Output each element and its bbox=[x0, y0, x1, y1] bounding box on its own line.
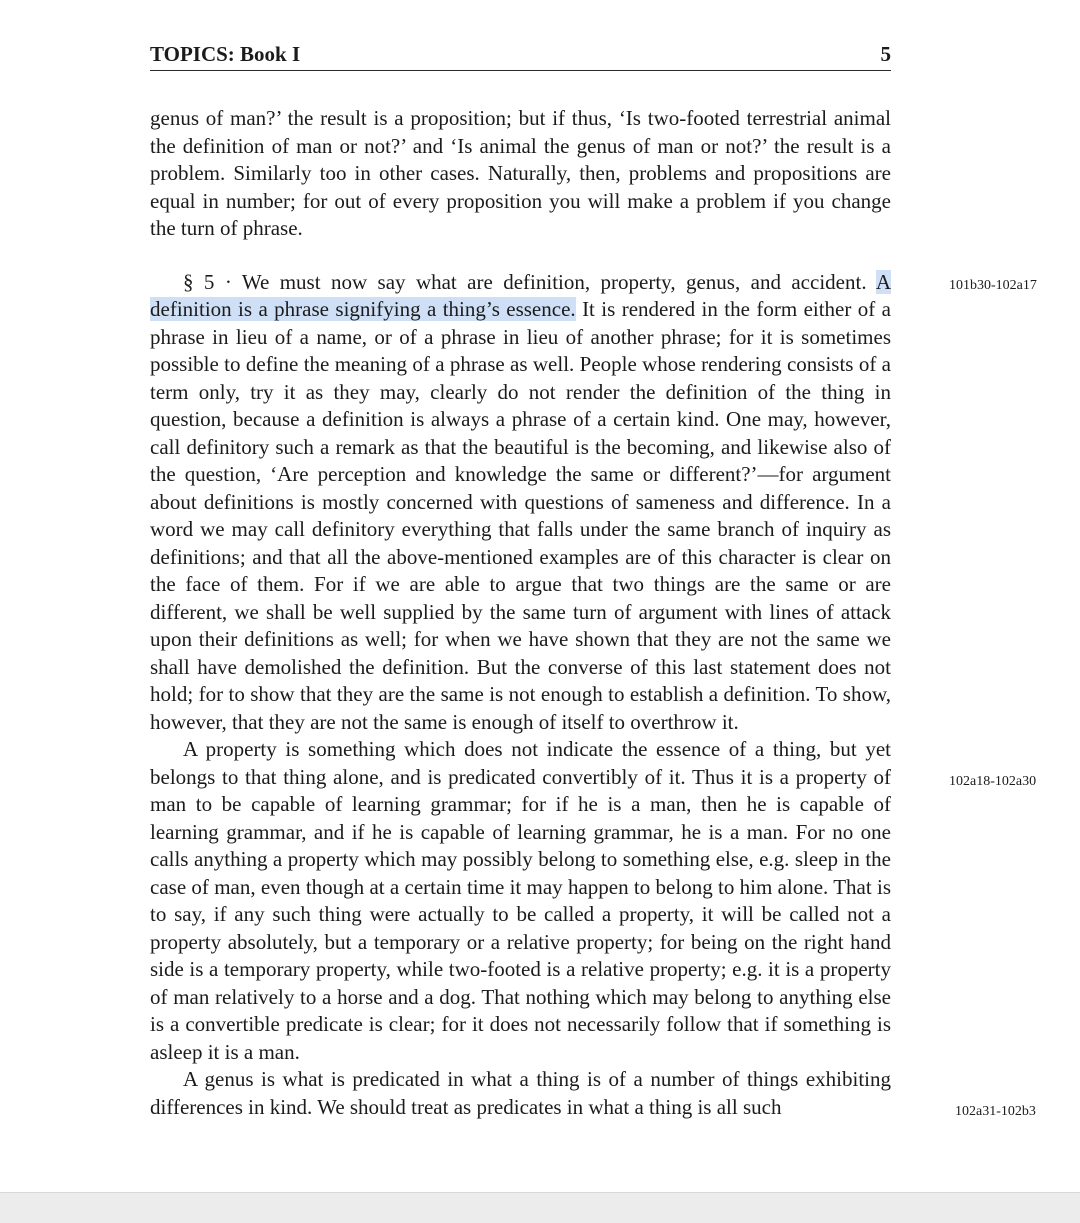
paragraph-property: A property is something which does not indicate the essence of a thing, but yet belongs to that thing alone, and is predicated convertibly of it. Thus it is a property of man to be capable of learning grammar; for if he is a man, then he is capable of learning grammar, and if he is capable of learning grammar, he is a man. For no one calls anything a property which may possibly belong to something else, e.g. sleep in the case of man, even though at a certain time it may happen to belong to him alone. That is to say, if any such thing were actually to be called a property, it will be called not a property absolutely, but a temporary or a relative property; for being on the right hand side is a temporary property, while two-footed is a relative property; e.g. it is a property of man relatively to a horse and a dog. That nothing which may belong to anything else is a convertible predicate is clear; for it does not necessarily follow that if something is asleep it is a man. bbox=[150, 737, 891, 1064]
paragraph-text: It is rendered in the form either of a phrase in lieu of a name, or of a phrase in lieu of another phrase; for it is sometimes possible to define the meaning of a phrase as well. People whose rendering consists of a term only, try it as they may, clearly do not render the definition of the thing in question, because a definition is always a phrase of a certain kind. One may, however, call definitory such a remark as that the beautiful is the becoming, and likewise also of the question, ‘Are perception and knowledge the same or different?’—for argument about definitions is mostly concerned with questions of sameness and difference. In a word we may call definitory everything that falls under the same branch of inquiry as definitions; and that all the above-mentioned examples are of this character is clear on the face of them. For if we are able to argue that two things are the same or are different, we shall be well supplied by the same turn of argument with lines of attack upon their definitions as well; for when we have shown that they are not the same we shall have demolished the definition. But the converse of this last statement does not hold; for to show that they are the same is not enough to establish a definition. To show, however, that they are not the same is enough of itself to overthrow it. bbox=[150, 297, 891, 734]
book-title: TOPICS: Book I bbox=[150, 42, 301, 66]
body-text bbox=[150, 105, 891, 1121]
section-lead: § 5 · We must now say what are definition, property, genus, and accident. bbox=[183, 269, 867, 294]
viewer-bottom-bar bbox=[0, 1192, 1080, 1223]
paragraph-section-5 bbox=[150, 269, 891, 737]
marginal-reference: 101b30-102a17 bbox=[949, 278, 1037, 293]
paragraph-continuation: genus of man?’ the result is a proposition; but if thus, ‘Is two-footed terrestrial animal the definition of man or not?’ and ‘Is animal the genus of man or not?’ the result is a problem. Similarly too in other cases. Naturally, then, problems and propositions are equal in number; for out of every proposition you will make a problem if you change the turn of phrase. bbox=[150, 106, 891, 240]
running-header bbox=[150, 40, 891, 71]
paragraph-genus: A genus is what is predicated in what a thing is of a number of things exhibiting differences in kind. We should treat as predicates in what a thing is all such bbox=[150, 1067, 891, 1119]
page-number: 5 bbox=[880, 42, 891, 66]
marginal-reference: 102a18-102a30 bbox=[949, 774, 1037, 789]
selected-text-highlight[interactable]: A definition is a phrase signifying a thing’s essence. bbox=[150, 269, 892, 321]
marginal-reference: 102a31-102b3 bbox=[955, 1104, 1036, 1119]
